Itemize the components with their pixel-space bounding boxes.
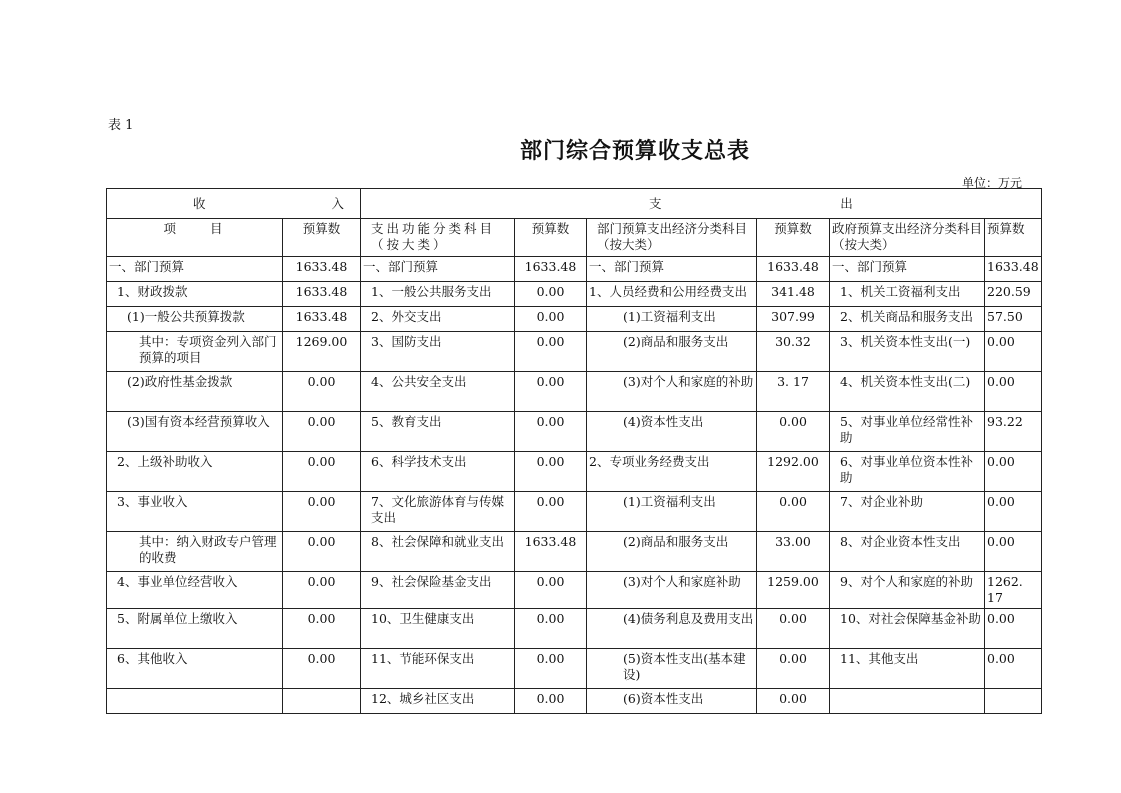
cell-gov-econ: 8、对企业资本性支出 <box>830 532 985 572</box>
table-row <box>107 609 1042 649</box>
table-row <box>107 532 1042 572</box>
cell-amount: 0.00 <box>985 649 1042 689</box>
cell-gov-econ: 5、对事业单位经常性补助 <box>830 412 985 452</box>
cell-item: 2、上级补助收入 <box>107 452 283 492</box>
cell-gov-econ: 一、部门预算 <box>830 257 985 282</box>
cell-item: 其中：纳入财政专户管理的收费 <box>107 532 283 572</box>
cell-amount: 33.00 <box>757 532 830 572</box>
cell-amount: 1633.48 <box>515 257 587 282</box>
cell-amount: 220.59 <box>985 282 1042 307</box>
cell-dept-econ: (1)工资福利支出 <box>587 307 757 332</box>
table-row <box>107 282 1042 307</box>
cell-amount: 0.00 <box>985 332 1042 372</box>
cell-dept-econ: (4)资本性支出 <box>587 412 757 452</box>
col-header-gov-econ: 政府预算支出经济分类科目（按大类） <box>830 219 985 257</box>
cell-amount <box>283 689 361 714</box>
cell-dept-econ: 一、部门预算 <box>587 257 757 282</box>
cell-dept-econ: 2、专项业务经费支出 <box>587 452 757 492</box>
header-row-2 <box>107 219 1042 257</box>
cell-amount: 0.00 <box>515 307 587 332</box>
cell-amount: 0.00 <box>985 609 1042 649</box>
cell-gov-econ: 10、对社会保障基金补助 <box>830 609 985 649</box>
budget-table <box>106 188 1042 714</box>
table-label: 表 1 <box>108 118 134 133</box>
cell-amount: 0.00 <box>757 412 830 452</box>
page-title: 部门综合预算收支总表 <box>519 138 750 164</box>
table-row <box>107 372 1042 412</box>
cell-function: 一、部门预算 <box>361 257 515 282</box>
income-header-left: 收 <box>193 195 206 211</box>
cell-amount: 0.00 <box>515 412 587 452</box>
cell-item: 3、事业收入 <box>107 492 283 532</box>
cell-amount: 0.00 <box>515 572 587 609</box>
cell-dept-econ: (5)资本性支出(基本建设) <box>587 649 757 689</box>
cell-dept-econ: (4)债务利息及费用支出 <box>587 609 757 649</box>
table-row <box>107 689 1042 714</box>
unit-label: 单位：万元 <box>962 176 1023 190</box>
col-header-function: 支出功能分类科目（按大类） <box>361 219 515 257</box>
income-header-right: 入 <box>331 195 344 211</box>
table-row <box>107 307 1042 332</box>
cell-amount: 1633.48 <box>985 257 1042 282</box>
cell-item: 5、附属单位上缴收入 <box>107 609 283 649</box>
cell-amount: 0.00 <box>515 332 587 372</box>
cell-item: (3)国有资本经营预算收入 <box>107 412 283 452</box>
col-header-amount: 预算数 <box>283 219 361 257</box>
cell-gov-econ: 4、机关资本性支出(二) <box>830 372 985 412</box>
cell-amount: 1292.00 <box>757 452 830 492</box>
cell-gov-econ: 11、其他支出 <box>830 649 985 689</box>
cell-amount: 0.00 <box>283 452 361 492</box>
col-header-amount: 预算数 <box>515 219 587 257</box>
cell-function: 9、社会保险基金支出 <box>361 572 515 609</box>
cell-amount: 0.00 <box>283 609 361 649</box>
cell-amount: 0.00 <box>515 689 587 714</box>
cell-dept-econ: (1)工资福利支出 <box>587 492 757 532</box>
col-header-item: 项 目 <box>107 219 283 257</box>
cell-function: 11、节能环保支出 <box>361 649 515 689</box>
cell-function: 4、公共安全支出 <box>361 372 515 412</box>
table-row <box>107 452 1042 492</box>
cell-amount: 57.50 <box>985 307 1042 332</box>
cell-amount: 1269.00 <box>283 332 361 372</box>
cell-amount: 0.00 <box>985 452 1042 492</box>
cell-amount: 0.00 <box>515 452 587 492</box>
cell-dept-econ: (2)商品和服务支出 <box>587 532 757 572</box>
cell-amount: 0.00 <box>757 689 830 714</box>
cell-dept-econ: (2)商品和服务支出 <box>587 332 757 372</box>
cell-amount: 341.48 <box>757 282 830 307</box>
cell-amount: 0.00 <box>757 649 830 689</box>
cell-amount: 1262. 17 <box>985 572 1042 609</box>
cell-item: 1、财政拨款 <box>107 282 283 307</box>
cell-amount: 0.00 <box>515 282 587 307</box>
cell-amount: 3. 17 <box>757 372 830 412</box>
cell-function: 3、国防支出 <box>361 332 515 372</box>
table-row <box>107 492 1042 532</box>
cell-item: 其中：专项资金列入部门预算的项目 <box>107 332 283 372</box>
table-row <box>107 572 1042 609</box>
cell-amount: 0.00 <box>757 492 830 532</box>
cell-item <box>107 689 283 714</box>
expense-header-right: 出 <box>840 195 853 211</box>
cell-amount: 93.22 <box>985 412 1042 452</box>
cell-dept-econ: (6)资本性支出 <box>587 689 757 714</box>
cell-function: 10、卫生健康支出 <box>361 609 515 649</box>
table-row <box>107 412 1042 452</box>
cell-gov-econ: 3、机关资本性支出(一) <box>830 332 985 372</box>
cell-dept-econ: (3)对个人和家庭的补助 <box>587 372 757 412</box>
cell-amount: 0.00 <box>283 572 361 609</box>
cell-amount: 0.00 <box>283 649 361 689</box>
cell-dept-econ: (3)对个人和家庭补助 <box>587 572 757 609</box>
cell-item: 一、部门预算 <box>107 257 283 282</box>
expense-header <box>361 189 1042 219</box>
header-row-1 <box>107 189 1042 219</box>
col-header-amount: 预算数 <box>757 219 830 257</box>
cell-item: (2)政府性基金拨款 <box>107 372 283 412</box>
cell-gov-econ: 2、机关商品和服务支出 <box>830 307 985 332</box>
cell-gov-econ: 7、对企业补助 <box>830 492 985 532</box>
cell-amount: 0.00 <box>515 609 587 649</box>
col-header-dept-econ: 部门预算支出经济分类科目（按大类） <box>587 219 757 257</box>
table-row <box>107 332 1042 372</box>
cell-amount: 1633.48 <box>757 257 830 282</box>
cell-function: 12、城乡社区支出 <box>361 689 515 714</box>
cell-item: (1)一般公共预算拨款 <box>107 307 283 332</box>
cell-amount <box>985 689 1042 714</box>
cell-gov-econ <box>830 689 985 714</box>
cell-gov-econ: 6、对事业单位资本性补助 <box>830 452 985 492</box>
col-header-amount: 预算数 <box>985 219 1042 257</box>
cell-item: 4、事业单位经营收入 <box>107 572 283 609</box>
cell-amount: 0.00 <box>985 372 1042 412</box>
income-header <box>107 189 361 219</box>
cell-amount: 0.00 <box>515 372 587 412</box>
cell-amount: 0.00 <box>515 492 587 532</box>
table-row <box>107 257 1042 282</box>
cell-amount: 0.00 <box>283 372 361 412</box>
cell-amount: 0.00 <box>283 492 361 532</box>
cell-amount: 1633.48 <box>283 257 361 282</box>
cell-gov-econ: 9、对个人和家庭的补助 <box>830 572 985 609</box>
cell-amount: 0.00 <box>283 532 361 572</box>
cell-function: 2、外交支出 <box>361 307 515 332</box>
cell-amount: 30.32 <box>757 332 830 372</box>
cell-dept-econ: 1、人员经费和公用经费支出 <box>587 282 757 307</box>
cell-amount: 1633.48 <box>515 532 587 572</box>
cell-amount: 0.00 <box>515 649 587 689</box>
cell-function: 1、一般公共服务支出 <box>361 282 515 307</box>
cell-item: 6、其他收入 <box>107 649 283 689</box>
cell-amount: 1633.48 <box>283 307 361 332</box>
cell-function: 8、社会保障和就业支出 <box>361 532 515 572</box>
cell-amount: 0.00 <box>985 532 1042 572</box>
cell-amount: 1259.00 <box>757 572 830 609</box>
cell-amount: 0.00 <box>985 492 1042 532</box>
cell-amount: 307.99 <box>757 307 830 332</box>
expense-header-left: 支 <box>649 195 662 211</box>
cell-amount: 0.00 <box>757 609 830 649</box>
cell-function: 7、文化旅游体育与传媒支出 <box>361 492 515 532</box>
cell-function: 5、教育支出 <box>361 412 515 452</box>
cell-amount: 0.00 <box>283 412 361 452</box>
cell-gov-econ: 1、机关工资福利支出 <box>830 282 985 307</box>
cell-amount: 1633.48 <box>283 282 361 307</box>
table-row <box>107 649 1042 689</box>
cell-function: 6、科学技术支出 <box>361 452 515 492</box>
